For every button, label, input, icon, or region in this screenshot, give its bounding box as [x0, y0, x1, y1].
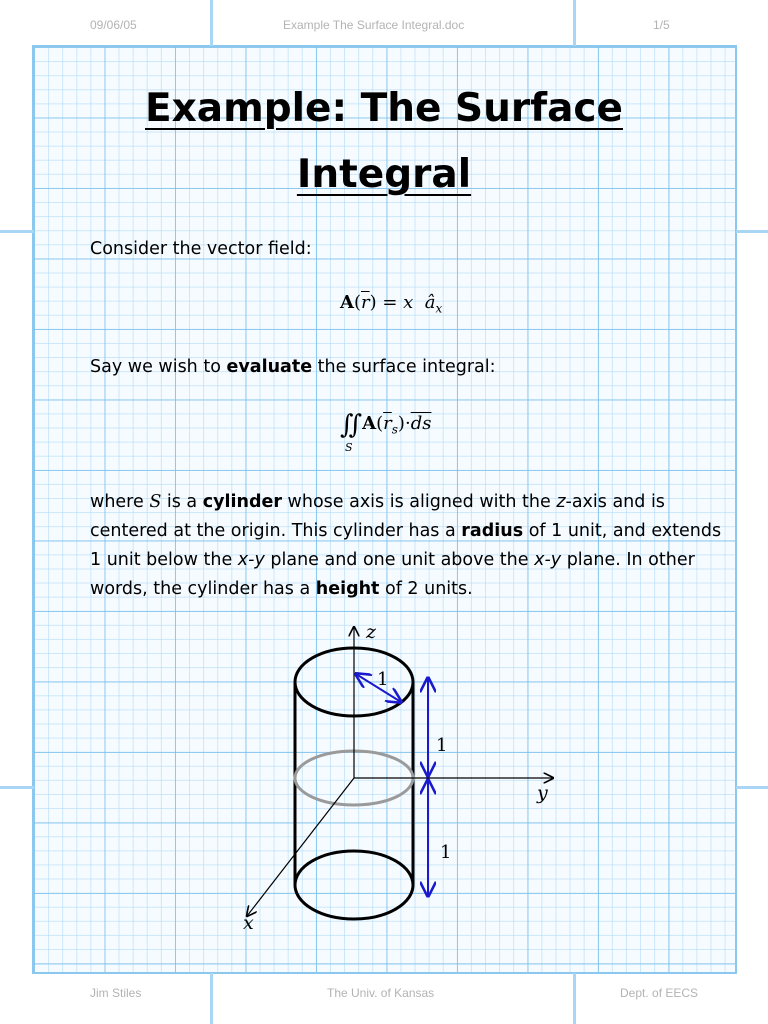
footer-author: Jim Stiles: [90, 986, 142, 1000]
footer-department: Dept. of EECS: [620, 986, 699, 1000]
intro-text: Consider the vector field:: [90, 239, 312, 259]
header-page-number: 1/5: [653, 18, 670, 32]
surface-integral-equation: $∬A(\overline{r}_s)\cdot\overline{ds}$: [340, 410, 432, 440]
lower-height-label: 1: [440, 842, 452, 863]
page-footer: [0, 986, 768, 1006]
z-axis-label: z: [366, 621, 377, 643]
cylinder-description: where S is a cylinder whose axis is aligned with the z-axis and is centered at the origin. This cylinder has a radius of 1 unit, and extends 1 unit below the x-y plane and one unit above the x-y plane. In other words, the cylinder has a height of 2 units.: [90, 492, 722, 599]
header-filename: Example The Surface Integral.doc: [283, 18, 465, 32]
page-title-line2: Integral: [296, 152, 472, 197]
header-date: 09/06/05: [90, 18, 137, 32]
evaluate-text: Say we wish to evaluate the surface integral:: [90, 357, 496, 377]
x-axis-arrow: [247, 778, 354, 916]
cylinder-bottom-ellipse: [295, 851, 413, 919]
upper-height-label: 1: [436, 735, 448, 756]
page-title-line1: Example: The Surface: [145, 86, 623, 131]
footer-university: The Univ. of Kansas: [327, 986, 435, 1000]
y-axis-label: y: [537, 782, 548, 804]
vector-field-equation: $A(\overline{r}) = x$ $â_x$: [340, 292, 443, 316]
radius-label: 1: [377, 669, 389, 690]
integral-surface-subscript: S: [345, 441, 353, 454]
x-axis-label: x: [243, 912, 254, 934]
